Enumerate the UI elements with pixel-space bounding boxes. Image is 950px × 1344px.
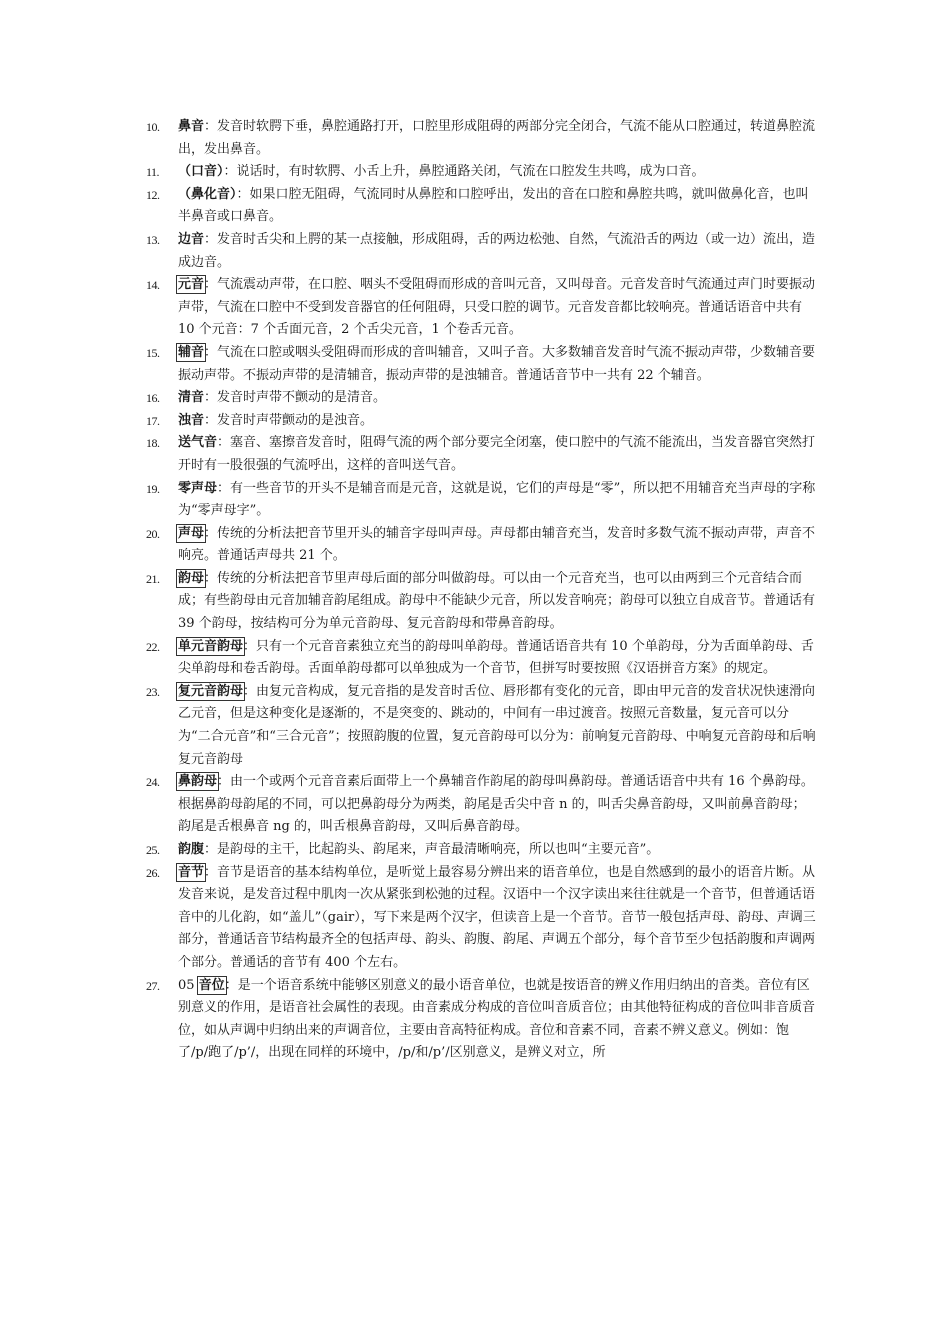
definition-entry xyxy=(146,432,816,477)
entry-text: ：发音时软腭下垂，鼻腔通路打开，口腔里形成阻碍的两部分完全闭合，气流不能从口腔通过，转道鼻腔流出，发出鼻音。 xyxy=(178,119,816,157)
entry-number: 26. xyxy=(146,865,160,880)
entry-term: （鼻化音） xyxy=(178,186,237,202)
definition-entry xyxy=(146,636,816,681)
entry-number: 15. xyxy=(146,345,160,360)
entry-text: ：由复元音构成，复元音指的是发音时舌位、唇形都有变化的元音，即由甲元音的发音状况快速滑向乙元音，但是这种变化是逐渐的，不是突变的、跳动的，中间有一串过渡音。按照元音数量，复元音可以分为“二合元音”和“三合元音”；按照韵腹的位置，复元音韵母可以分为：前响复元音韵母、中响复元音韵母和后响复元音韵母 xyxy=(178,683,816,767)
definition-entry xyxy=(146,161,816,184)
entry-term: 韵母 xyxy=(178,570,205,586)
entry-number: 12. xyxy=(146,187,160,202)
definition-entry xyxy=(146,523,816,568)
entry-term: 元音 xyxy=(178,277,205,293)
entry-number: 10. xyxy=(146,120,160,134)
entry-number: 22. xyxy=(146,639,160,654)
entry-text: ：如果口腔无阻碍，气流同时从鼻腔和口腔呼出，发出的音在口腔和鼻腔共鸣，就叫做鼻化音，也叫半鼻音或口鼻音。 xyxy=(178,186,809,225)
entry-number: 19. xyxy=(146,481,160,496)
entry-number: 23. xyxy=(146,684,160,699)
entry-term: 清音 xyxy=(178,390,205,406)
definition-entry xyxy=(146,862,816,975)
definition-entry xyxy=(146,229,816,274)
entry-text: ：音节是语音的基本结构单位，是听觉上最容易分辨出来的语音单位，也是自然感到的最小的语音片断。从发音来说，是发音过程中肌肉一次从紧张到松弛的过程。汉语中一个汉字读出来往往就是一个音节，但普通话语音中的儿化韵，如“盖儿”（gair），写下来是两个汉字，但读音上是一个音节。音节一般包括声母、韵母、声调三部分，普通话音节结构最齐全的包括声母、韵头、韵腹、韵尾、声调五个部分，每个音节至少包括韵腹和声调两个部分。普通话的音节有 400 个左右。 xyxy=(178,864,816,970)
entry-text: ：发音时声带颤动的是浊音。 xyxy=(204,412,374,428)
entry-text: ：只有一个元音音素独立充当的韵母叫单韵母。普通话语音共有 10 个单韵母，分为舌面单韵母、舌尖单韵母和卷舌韵母。舌面单韵母都可以单独成为一个音节，但拼写时要按照《汉语拼音方案》的规定。 xyxy=(178,638,814,677)
entry-text: ：发音时舌尖和上腭的某一点接触，形成阻碍，舌的两边松弛、自然，气流沿舌的两边（或一边）流出，造成边音。 xyxy=(178,231,816,270)
entry-term: 音位 xyxy=(198,977,225,993)
entry-term: （口音） xyxy=(178,164,224,180)
entry-number: 16. xyxy=(146,391,160,406)
definition-entry xyxy=(146,771,816,839)
entry-prefix: 05 xyxy=(178,977,199,993)
entry-text: ：气流震动声带，在口腔、咽头不受阻碍而形成的音叫元音，又叫母音。元音发音时气流通过声门时要振动声带，气流在口腔中不受到发音器官的任何阻碍，只受口腔的调节。元音发音都比较响亮。普通话语音中共有 10 个元音：7 个舌面元音，2 个舌尖元音，1 个卷舌元音。 xyxy=(178,277,816,338)
entry-term: 送气音 xyxy=(178,435,218,451)
entry-text: ：发音时声带不颤动的是清音。 xyxy=(204,390,387,406)
definition-entry xyxy=(146,274,816,342)
entry-text: ：气流在口腔或咽头受阻碍而形成的音叫辅音，又叫子音。大多数辅音发音时气流不振动声带，少数辅音要振动声带。不振动声带的是清辅音，振动声带的是浊辅音。普通话音节中一共有 22 个辅音。 xyxy=(178,344,816,383)
entry-term: 韵腹 xyxy=(178,842,205,857)
entry-text: ：说话时，有时软腭、小舌上升，鼻腔通路关闭，气流在口腔发生共鸣，成为口音。 xyxy=(223,164,705,180)
definition-entry xyxy=(146,681,816,771)
definition-entry xyxy=(146,184,816,229)
entry-term: 边音 xyxy=(178,231,205,247)
entry-term: 鼻韵母 xyxy=(178,774,218,790)
definition-entry xyxy=(146,568,816,636)
entry-term: 鼻音 xyxy=(178,119,205,134)
definition-entry xyxy=(146,478,816,523)
definition-list xyxy=(146,116,816,1065)
entry-text: ：有一些音节的开头不是辅音而是元音，这就是说，它们的声母是“零”，所以把不用辅音充当声母的字称为“零声母字”。 xyxy=(178,480,816,519)
entry-term: 复元音韵母 xyxy=(178,683,244,699)
entry-number: 21. xyxy=(146,571,160,586)
entry-number: 11. xyxy=(146,165,160,180)
entry-term: 单元音韵母 xyxy=(178,638,244,654)
entry-number: 14. xyxy=(146,278,160,293)
definition-entry xyxy=(146,116,816,161)
entry-term: 辅音 xyxy=(178,344,205,360)
entry-text: ：是韵母的主干，比起韵头、韵尾来，声音最清晰响亮，所以也叫“主要元音”。 xyxy=(204,842,660,857)
entry-text: ：塞音、塞擦音发音时，阻碍气流的两个部分要完全闭塞，使口腔中的气流不能流出，当发音器官突然打开时有一股很强的气流呼出，这样的音叫送气音。 xyxy=(178,435,816,473)
entry-number: 24. xyxy=(146,775,160,790)
entry-number: 20. xyxy=(146,526,160,541)
entry-text: ：传统的分析法把音节里开头的辅音字母叫声母。声母都由辅音充当，发音时多数气流不振动声带，声音不响亮。普通话声母共 21 个。 xyxy=(178,525,816,564)
entry-term: 声母 xyxy=(178,525,205,541)
definition-entry xyxy=(146,975,816,1065)
definition-entry xyxy=(146,839,816,862)
entry-number: 17. xyxy=(146,413,160,428)
entry-number: 18. xyxy=(146,436,160,451)
entry-text: ：由一个或两个元音音素后面带上一个鼻辅音作韵尾的韵母叫鼻韵母。普通话语音中共有 16 个鼻韵母。根据鼻韵母韵尾的不同，可以把鼻韵母分为两类，韵尾是舌尖中音 n 的，叫舌尖鼻音韵母，又叫前鼻音韵母；韵尾是舌根鼻音 ng 的，叫舌根鼻音韵母，又叫后鼻音韵母。 xyxy=(178,774,814,835)
entry-term: 浊音 xyxy=(178,412,205,428)
definition-entry xyxy=(146,387,816,410)
definition-entry xyxy=(146,410,816,433)
entry-number: 25. xyxy=(146,843,160,857)
entry-text: ：传统的分析法把音节里声母后面的部分叫做韵母。可以由一个元音充当，也可以由两到三个元音结合而成；有些韵母由元音加辅音韵尾组成。韵母中不能缺少元音，所以发音响亮；韵母可以独立自成音节。普通话有 39 个韵母，按结构可分为单元音韵母、复元音韵母和带鼻音韵母。 xyxy=(178,570,816,632)
definition-entry xyxy=(146,342,816,387)
entry-text: ：是一个语音系统中能够区别意义的最小语音单位，也就是按语音的辨义作用归纳出的音类。音位有区别意义的作用，是语音社会属性的表现。由音素成分构成的音位叫音质音位；由其他特征构成的音位叫非音质音位，如从声调中归纳出来的声调音位，主要由音高特征构成。音位和音素不同，音素不辨义意义。例如：饱了/p/跑了/p’/，出现在同样的环境中，/p/和/p’/区别意义，是辨义对立，所 xyxy=(178,977,816,1061)
entry-term: 零声母 xyxy=(178,480,218,496)
entry-term: 音节 xyxy=(178,864,205,880)
entry-number: 13. xyxy=(146,232,160,247)
entry-number: 27. xyxy=(146,978,160,993)
